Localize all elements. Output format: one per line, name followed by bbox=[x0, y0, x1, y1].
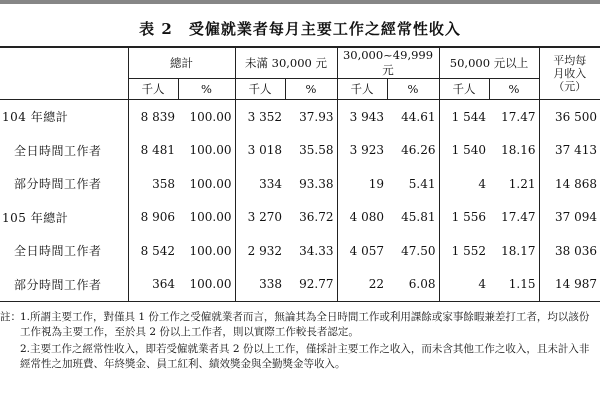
header-group-total: 總計 bbox=[128, 47, 235, 79]
row-label: 104 年總計 bbox=[0, 100, 128, 134]
table-cell: 92.77 bbox=[285, 268, 337, 302]
table-cell: 3 270 bbox=[247, 210, 282, 225]
table-cell: 35.58 bbox=[285, 134, 337, 168]
footnote-text: 1.所謂主要工作，對僅具 1 份工作之受僱就業者而言，無論其為全日時間工作或利用課餘或家事餘暇兼差打工者，均以該份工作視為主要工作，至於具 2 份以上工作者，則以實際工作較長者認定。 bbox=[20, 311, 590, 338]
table-cell: 4 bbox=[439, 268, 489, 302]
table-cell: 93.38 bbox=[285, 167, 337, 201]
table-cell: 46.26 bbox=[387, 134, 439, 168]
table-cell: 1 552 bbox=[451, 243, 486, 258]
table-cell: 47.50 bbox=[387, 234, 439, 268]
table-cell: 3 018 bbox=[247, 143, 282, 158]
table-cell: 17.47 bbox=[489, 201, 539, 235]
table-cell: 36 500 bbox=[555, 109, 597, 124]
table-cell: 37 413 bbox=[555, 143, 597, 158]
row-label: 部分時間工作者 bbox=[0, 167, 128, 201]
table-cell: 8 481 bbox=[140, 143, 175, 158]
table-cell: 3 923 bbox=[349, 143, 384, 158]
table-cell: 34.33 bbox=[285, 234, 337, 268]
footnote-prefix: 註： bbox=[0, 311, 21, 323]
table-cell: 100.00 bbox=[178, 134, 235, 168]
table-cell: 2 932 bbox=[247, 243, 282, 258]
subheader-percent: % bbox=[178, 79, 235, 100]
subheader-thousand-persons: 千人 bbox=[337, 79, 387, 100]
table-row bbox=[0, 134, 600, 168]
table-cell: 1 544 bbox=[451, 109, 486, 124]
subheader-thousand-persons: 千人 bbox=[235, 79, 285, 100]
table-cell: 36.72 bbox=[285, 201, 337, 235]
table-cell: 17.47 bbox=[489, 100, 539, 134]
table-cell: 1 556 bbox=[451, 210, 486, 225]
table-cell: 22 bbox=[337, 268, 387, 302]
table-cell: 1 540 bbox=[451, 143, 486, 158]
footnote-text: 2.主要工作之經常性收入，即若受僱就業者具 2 份以上工作，僅採計主要工作之收入，而未含其他工作之收入，且未計入非經常性之加班費、年終獎金、員工紅利、績效獎金與全勤獎金等收入。 bbox=[20, 343, 590, 370]
footnote-1 bbox=[0, 310, 600, 340]
table-cell: 38 036 bbox=[555, 243, 597, 258]
table-cell: 8 542 bbox=[140, 243, 175, 258]
table-cell: 100.00 bbox=[178, 234, 235, 268]
subheader-percent: % bbox=[387, 79, 439, 100]
table-cell: 334 bbox=[259, 176, 282, 191]
table-cell: 3 943 bbox=[349, 109, 384, 124]
header-average-income: 平均每 月收入 （元） bbox=[539, 47, 600, 100]
table-title: 表 2 受僱就業者每月主要工作之經常性收入 bbox=[139, 20, 461, 38]
stub-header bbox=[0, 47, 128, 100]
table-cell: 358 bbox=[152, 176, 175, 191]
header-group-50000-plus: 50,000 元以上 bbox=[439, 47, 539, 79]
table-cell: 5.41 bbox=[387, 167, 439, 201]
table-row bbox=[0, 234, 600, 268]
table-cell: 4 057 bbox=[349, 243, 384, 258]
row-label: 全日時間工作者 bbox=[0, 134, 128, 168]
table-cell: 44.61 bbox=[387, 100, 439, 134]
table-cell: 338 bbox=[235, 268, 285, 302]
table-cell: 19 bbox=[368, 176, 384, 191]
table-row bbox=[0, 100, 600, 134]
table-cell: 1.21 bbox=[489, 167, 539, 201]
table-cell: 37.93 bbox=[285, 100, 337, 134]
table-row bbox=[0, 201, 600, 235]
subheader-percent: % bbox=[285, 79, 337, 100]
table-cell: 45.81 bbox=[387, 201, 439, 235]
table-cell: 100.00 bbox=[178, 201, 235, 235]
row-label: 部分時間工作者 bbox=[0, 268, 128, 302]
table-cell: 100.00 bbox=[178, 100, 235, 134]
table-cell: 37 094 bbox=[555, 210, 597, 225]
table-cell: 8 839 bbox=[140, 109, 175, 124]
table-cell: 18.16 bbox=[489, 134, 539, 168]
subheader-thousand-persons: 千人 bbox=[128, 79, 178, 100]
footnotes bbox=[0, 310, 600, 372]
table-cell: 3 352 bbox=[247, 109, 282, 124]
row-label: 105 年總計 bbox=[0, 201, 128, 235]
table-row bbox=[0, 167, 600, 201]
row-label: 全日時間工作者 bbox=[0, 234, 128, 268]
table-cell: 6.08 bbox=[387, 268, 439, 302]
table-cell: 100.00 bbox=[178, 167, 235, 201]
table-cell: 4 080 bbox=[349, 210, 384, 225]
table-cell: 364 bbox=[128, 268, 178, 302]
subheader-percent: % bbox=[489, 79, 539, 100]
subheader-thousand-persons: 千人 bbox=[439, 79, 489, 100]
table-cell: 14 987 bbox=[539, 268, 600, 302]
table-cell: 18.17 bbox=[489, 234, 539, 268]
footnote-2 bbox=[0, 342, 600, 372]
table-cell: 14 868 bbox=[555, 176, 597, 191]
header-group-under-30000: 未滿 30,000 元 bbox=[235, 47, 337, 79]
top-border bbox=[0, 0, 600, 4]
table-row bbox=[0, 268, 600, 302]
table-cell: 8 906 bbox=[140, 210, 175, 225]
table-cell: 1.15 bbox=[489, 268, 539, 302]
header-group-30000-49999: 30,000~49,999 元 bbox=[337, 47, 439, 79]
table-cell: 4 bbox=[478, 176, 486, 191]
income-table bbox=[0, 46, 600, 302]
table-cell: 100.00 bbox=[178, 268, 235, 302]
